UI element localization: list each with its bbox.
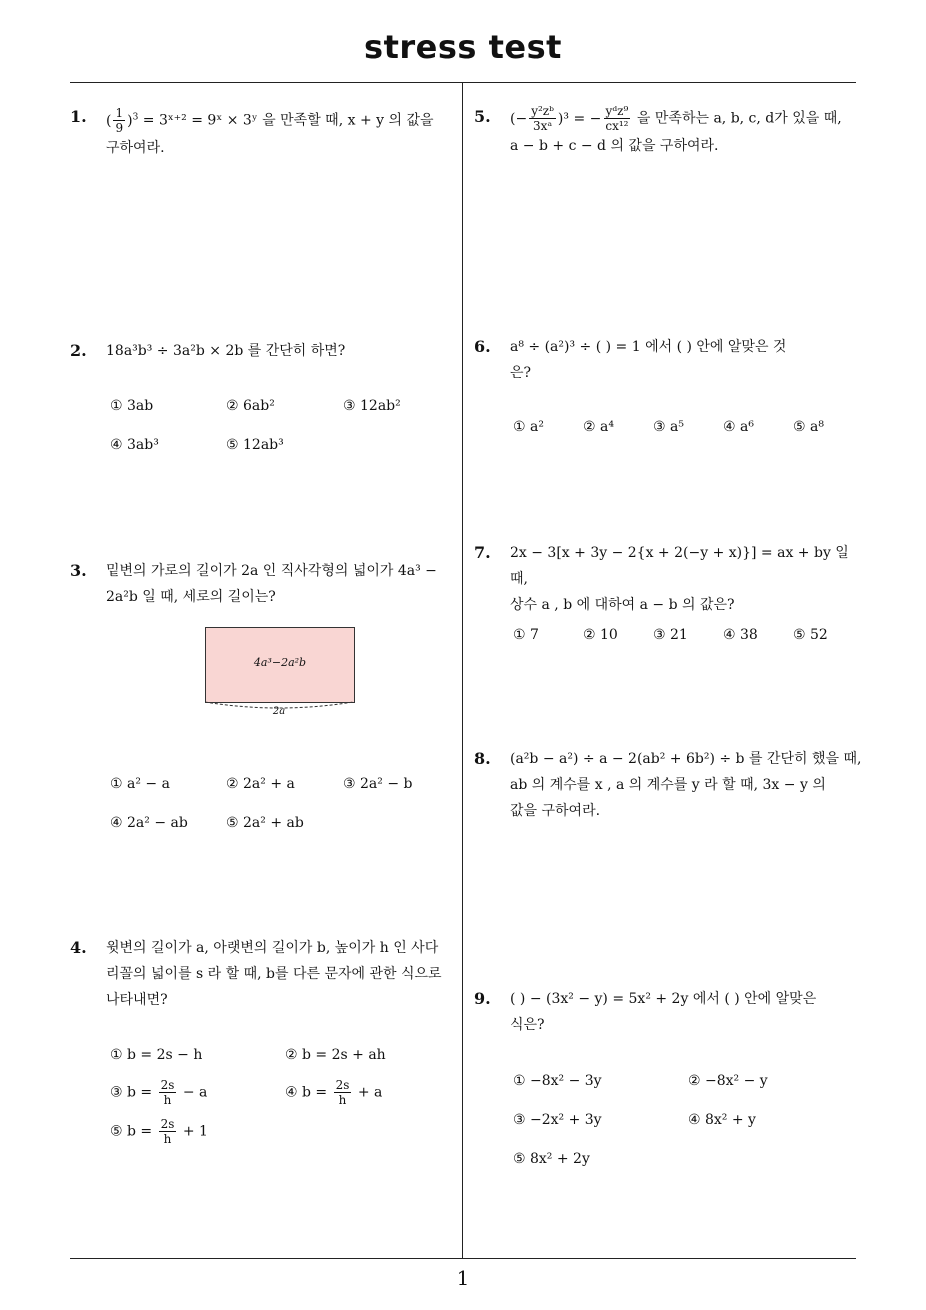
q3-option-4[interactable]: ④ 2a² − ab xyxy=(110,815,188,831)
q3-option-5[interactable]: ⑤ 2a² + ab xyxy=(226,815,304,831)
q7-line2: 상수 a , b 에 대하여 a − b 의 값은? xyxy=(510,597,735,613)
question-number: 4. xyxy=(70,938,87,957)
q4-option-3-tail: − a xyxy=(182,1084,208,1101)
question-4 xyxy=(70,935,460,1013)
q6-line1: a⁸ ÷ (a²)³ ÷ ( ) = 1 에서 ( ) 안에 알맞은 것 xyxy=(510,339,787,355)
q4-option-5-tail: + 1 xyxy=(182,1123,208,1140)
q4-opt3-frac-den: h xyxy=(163,1093,172,1107)
q9-option-4[interactable]: ④ 8x² + y xyxy=(688,1112,756,1128)
q4-opt5-frac-den: h xyxy=(163,1132,172,1146)
q4-option-2[interactable]: ② b = 2s + ah xyxy=(285,1047,386,1063)
q3-option-2[interactable]: ② 2a² + a xyxy=(226,776,295,792)
q3-option-1[interactable]: ① a² − a xyxy=(110,776,170,792)
q4-line2: 리꼴의 넓이를 s 라 할 때, b를 다른 문자에 관한 식으로 xyxy=(106,966,442,982)
q6-option-2[interactable]: ② a⁴ xyxy=(583,419,614,435)
question-9 xyxy=(474,986,864,1038)
q3-line1: 밑변의 가로의 길이가 2a 인 직사각형의 넓이가 4a³ − xyxy=(106,563,437,579)
q1-frac-num: 1 xyxy=(115,106,124,121)
question-number: 9. xyxy=(474,989,491,1008)
top-rule xyxy=(70,82,856,83)
q2-option-2[interactable]: ② 6ab² xyxy=(226,398,275,414)
q8-line1: (a²b − a²) ÷ a − 2(ab² + 6b²) ÷ b 를 간단히 했을 때, xyxy=(510,751,862,767)
q5-expression: (− $\frac{\text{y²zᵇ}}{\text{3xᵃ}}$ )³ = − $\frac{\text{yᵈz⁹}}{\text{cx¹²}}$ xyxy=(510,104,629,133)
question-number: 1. xyxy=(70,107,87,126)
q5-lhs-den: 3xᵃ xyxy=(533,119,553,133)
q4-option-1[interactable]: ① b = 2s − h xyxy=(110,1047,203,1063)
q5-line1: 을 만족하는 a, b, c, d가 있을 때, xyxy=(636,110,842,127)
rectangle-figure xyxy=(205,627,355,703)
q3-line2: 2a²b 일 때, 세로의 길이는? xyxy=(106,589,276,605)
q1-fraction-expression: ( $\frac{1}{9}$ )$^3$ xyxy=(106,106,139,136)
q4-opt4-frac-den: h xyxy=(338,1093,347,1107)
column-divider xyxy=(462,83,463,1258)
q5-rhs-num: yᵈz⁹ xyxy=(605,104,629,118)
question-number: 2. xyxy=(70,341,87,360)
q8-line3: 값을 구하여라. xyxy=(510,803,601,819)
q4-line1: 윗변의 길이가 a, 아랫변의 길이가 b, 높이가 h 인 사다 xyxy=(106,940,439,956)
q4-option-5-label: ⑤ b = xyxy=(110,1123,153,1140)
question-5 xyxy=(474,104,864,159)
q2-text: 18a³b³ ÷ 3a²b × 2b 를 간단히 하면? xyxy=(106,343,346,359)
q4-option-4-label: ④ b = xyxy=(285,1084,328,1101)
q9-option-2[interactable]: ② −8x² − y xyxy=(688,1073,768,1089)
question-1 xyxy=(70,104,460,161)
q6-option-3[interactable]: ③ a⁵ xyxy=(653,419,684,435)
q2-option-5[interactable]: ⑤ 12ab³ xyxy=(226,437,284,453)
q1-exp: 3 xyxy=(132,112,139,122)
question-number: 7. xyxy=(474,543,491,562)
q5-rhs-den: cx¹² xyxy=(605,119,629,133)
q4-option-3-label: ③ b = xyxy=(110,1084,153,1101)
base-length-label: 2a xyxy=(272,706,286,717)
rectangle-area-label: 4a³−2a²b xyxy=(253,656,307,669)
q4-option-5[interactable] xyxy=(110,1117,208,1146)
q8-line2: ab 의 계수를 x , a 의 계수를 y 라 할 때, 3x − y 의 xyxy=(510,777,826,793)
question-2 xyxy=(70,338,460,364)
q5-lhs-num: y²zᵇ xyxy=(531,104,554,118)
q7-option-4[interactable]: ④ 38 xyxy=(723,627,758,643)
question-8 xyxy=(474,746,864,824)
question-number: 5. xyxy=(474,107,491,126)
q6-option-1[interactable]: ① a² xyxy=(513,419,544,435)
q7-option-5[interactable]: ⑤ 52 xyxy=(793,627,828,643)
question-6 xyxy=(474,334,864,386)
q2-option-1[interactable]: ① 3ab xyxy=(110,398,154,414)
q9-line2: 식은? xyxy=(510,1017,545,1033)
q1-line1: = 3ˣ⁺² = 9ˣ × 3ʸ 을 만족할 때, x + y 의 값을 xyxy=(142,112,434,129)
question-number: 3. xyxy=(70,561,87,580)
q4-option-4-tail: + a xyxy=(357,1084,383,1101)
q2-option-3[interactable]: ③ 12ab² xyxy=(343,398,401,414)
q7-line1: 2x − 3[x + 3y − 2{x + 2(−y + x)}] = ax + by 일 때, xyxy=(510,545,849,587)
q9-option-3[interactable]: ③ −2x² + 3y xyxy=(513,1112,602,1128)
q4-opt4-frac-num: 2s xyxy=(335,1078,350,1092)
q9-option-5[interactable]: ⑤ 8x² + 2y xyxy=(513,1151,590,1167)
question-7 xyxy=(474,540,864,618)
q2-option-4[interactable]: ④ 3ab³ xyxy=(110,437,159,453)
page-title: stress test xyxy=(364,28,562,66)
q7-option-3[interactable]: ③ 21 xyxy=(653,627,688,643)
q4-opt3-frac-num: 2s xyxy=(160,1078,175,1092)
q1-line2: 구하여라. xyxy=(106,140,165,157)
q4-opt5-frac-num: 2s xyxy=(160,1117,175,1131)
bottom-rule xyxy=(70,1258,856,1259)
q3-option-3[interactable]: ③ 2a² − b xyxy=(343,776,413,792)
q9-option-1[interactable]: ① −8x² − 3y xyxy=(513,1073,602,1089)
q5-line2: a − b + c − d 의 값을 구하여라. xyxy=(510,138,719,154)
q6-option-4[interactable]: ④ a⁶ xyxy=(723,419,754,435)
q9-line1: ( ) − (3x² − y) = 5x² + 2y 에서 ( ) 안에 알맞은 xyxy=(510,991,817,1007)
q7-option-2[interactable]: ② 10 xyxy=(583,627,618,643)
question-number: 6. xyxy=(474,337,491,356)
question-number: 8. xyxy=(474,749,491,768)
question-3 xyxy=(70,558,460,610)
q6-line2: 은? xyxy=(510,365,532,381)
q7-option-1[interactable]: ① 7 xyxy=(513,627,539,643)
page-number: 1 xyxy=(456,1266,470,1290)
q4-line3: 나타내면? xyxy=(106,992,168,1008)
q4-option-4[interactable] xyxy=(285,1078,382,1107)
q6-option-5[interactable]: ⑤ a⁸ xyxy=(793,419,824,435)
q4-option-3[interactable] xyxy=(110,1078,207,1107)
q1-frac-den: 9 xyxy=(115,121,124,136)
